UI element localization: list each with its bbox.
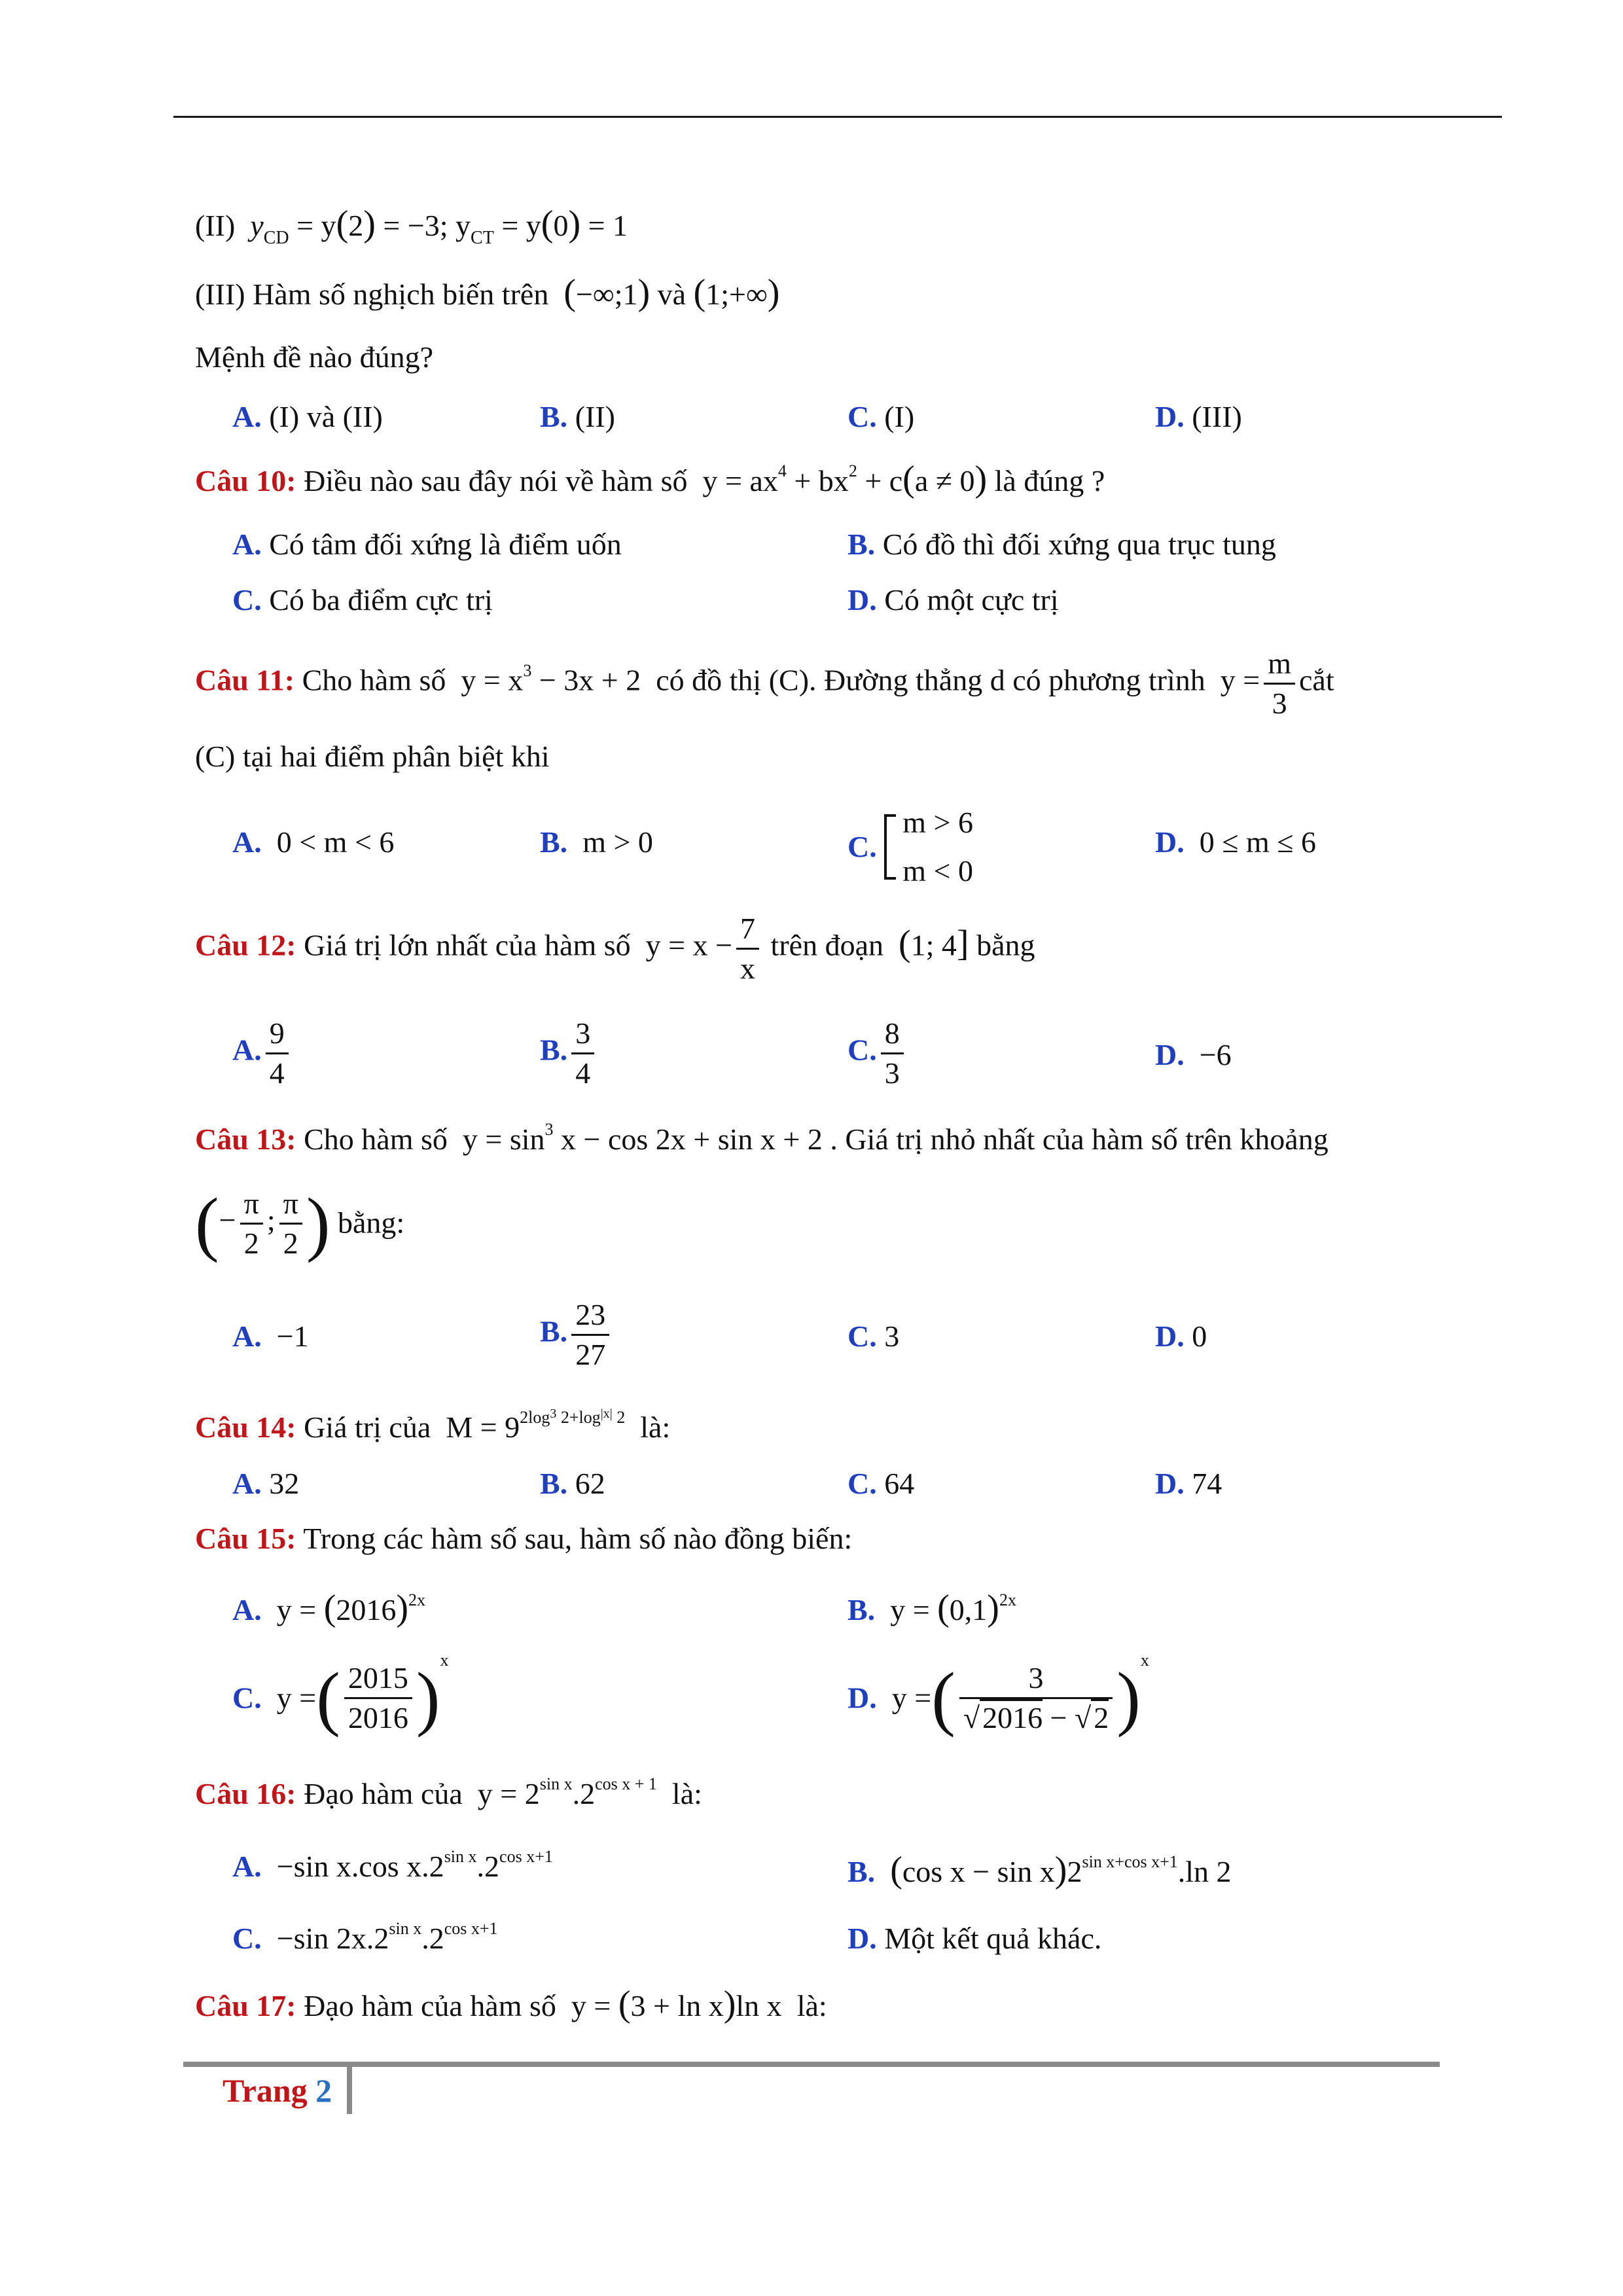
q14-stem: Câu 14: Giá trị của $M = 9^{2log^3 2+log^{|x|} 2}$ là: <box>195 1407 671 1444</box>
q15-option-d[interactable]: D. y =( $\frac{3}{√2016 - √2}$ )$^x$ <box>847 1650 1149 1738</box>
q13-stem-line2: (− $\frac{\pi}{2}$ ; $\frac{\pi}{2}$ ) bằng: <box>195 1183 405 1263</box>
q13-option-b[interactable]: B. $\frac{23}{27}$ <box>540 1296 613 1373</box>
q11-option-a[interactable]: A. 0 < m < 6 <box>232 825 395 859</box>
statement-iii: (III) Hàm số nghịch biến trên (−∞;1) và (1;+∞) <box>195 272 780 313</box>
q12-option-b[interactable]: B. $\frac{3}{4}$ <box>540 1014 598 1092</box>
footer-rule <box>183 2062 1440 2067</box>
statement-ii: (II) $y_{CD} = y(2) = -3$; $y_{CT} = y(0) = 1$ <box>195 204 628 248</box>
q16-option-c[interactable]: C. −sin $2x.2^{sin x}.2^{cos x+1}$ <box>232 1919 498 1955</box>
header-rule <box>173 116 1502 118</box>
q9-option-c[interactable]: C. (I) <box>847 400 915 433</box>
q12-stem: Câu 12: Giá trị lớn nhất của hàm số y = x − $\frac{7}{x}$ trên đoạn (1; 4] bằng <box>195 910 1035 987</box>
q17-stem: Câu 17: Đạo hàm của hàm số y = (3 + ln x)ln x là: <box>195 1984 827 2024</box>
q12-option-c[interactable]: C. $\frac{8}{3}$ <box>847 1014 908 1092</box>
page-number: Trang 2 <box>223 2072 332 2109</box>
q12-option-a[interactable]: A. $\frac{9}{4}$ <box>232 1014 293 1092</box>
q13-option-c[interactable]: C. 3 <box>847 1319 900 1353</box>
q14-option-c[interactable]: C. 64 <box>847 1467 915 1500</box>
q9-option-d[interactable]: D. (III) <box>1155 400 1242 433</box>
q16-stem: Câu 16: Đạo hàm của $y = 2^{sin x}.2^{cos x + 1}$ là: <box>195 1774 702 1810</box>
q10-option-c[interactable]: C. Có ba điểm cực trị <box>232 583 493 617</box>
q16-option-b[interactable]: B. (cos $x - \sin x)2^{sin x+cos x+1}.\ln$ 2 <box>847 1850 1232 1890</box>
q10-option-b[interactable]: B. Có đồ thì đối xứng qua trục tung <box>847 528 1276 561</box>
q14-option-b[interactable]: B. 62 <box>540 1467 605 1500</box>
q13-option-d[interactable]: D. 0 <box>1155 1319 1207 1353</box>
q14-option-a[interactable]: A. 32 <box>232 1467 300 1500</box>
q10-option-d[interactable]: D. Có một cực trị <box>847 583 1059 617</box>
q13-option-a[interactable]: A. −1 <box>232 1319 309 1353</box>
footer-divider <box>347 2062 352 2114</box>
q15-stem: Câu 15: Trong các hàm số sau, hàm số nào đồng biến: <box>195 1522 853 1555</box>
q11-stem-line2: (C) tại hai điểm phân biệt khi <box>195 740 550 773</box>
q16-option-a[interactable]: A. −sin x.cos $x.2^{sin x}.2^{cos x+1}$ <box>232 1847 553 1883</box>
q12-option-d[interactable]: D. −6 <box>1155 1038 1232 1071</box>
q10-option-a[interactable]: A. Có tâm đối xứng là điểm uốn <box>232 528 622 561</box>
q11-option-d[interactable]: D. 0 ≤ m ≤ 6 <box>1155 825 1317 859</box>
q9-option-b[interactable]: B. (II) <box>540 400 615 433</box>
q9-option-a[interactable]: A. (I) và (II) <box>232 400 383 433</box>
q13-stem: Câu 13: Cho hàm số $y = \sin^3 x - \cos 2x + \sin x + 2$ . Giá trị nhỏ nhất của hàm số trên khoảng <box>195 1120 1329 1156</box>
q15-option-c[interactable]: C. y =( $\frac{2015}{2016}$ )$^x$ <box>232 1650 449 1738</box>
q14-option-d[interactable]: D. 74 <box>1155 1467 1222 1500</box>
q11-option-c[interactable]: C. m > 6 m < 0 <box>847 806 973 888</box>
q11-option-b[interactable]: B. m > 0 <box>540 825 653 859</box>
q11-stem: Câu 11: Cho hàm số $y = x^3 - 3x + 2$ có đồ thị (C). Đường thẳng d có phương trình y = $\frac{m}{3}$ cắt <box>195 645 1334 722</box>
question-prompt: Mệnh đề nào đúng? <box>195 340 434 374</box>
q16-option-d[interactable]: D. Một kết quả khác. <box>847 1922 1102 1955</box>
q15-option-b[interactable]: B. $y = (0,1)^{2x}$ <box>847 1588 1016 1628</box>
q10-stem: Câu 10: Điều nào sau đây nói về hàm số $y = ax^4 + bx^2 + c(a \ne 0)$ là đúng ? <box>195 459 1105 499</box>
q15-option-a[interactable]: A. $y = (2016)^{2x}$ <box>232 1588 425 1628</box>
